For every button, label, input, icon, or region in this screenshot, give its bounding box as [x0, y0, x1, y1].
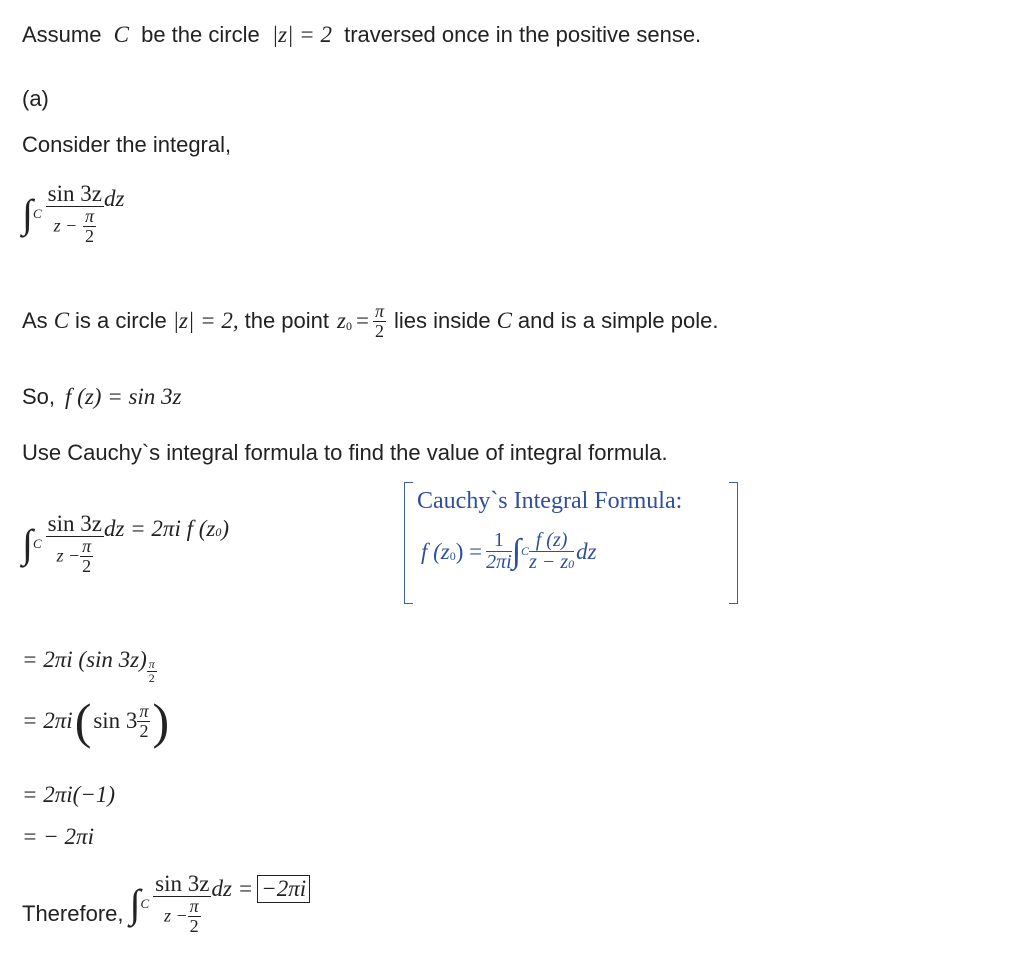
- part-label: (a): [22, 86, 49, 111]
- formula-dz: dz: [576, 538, 597, 564]
- integrand-fraction-2: [46, 512, 104, 576]
- step-2-sub: [147, 658, 157, 684]
- therefore-text: Therefore,: [22, 900, 124, 926]
- intro-text-mid: be the circle: [141, 22, 260, 47]
- step-3-pre: = 2πi: [22, 708, 73, 733]
- pi-over-two: [373, 302, 386, 341]
- step-5: = − 2πi: [22, 824, 94, 849]
- as-text-mid: is a circle: [75, 308, 167, 334]
- intro-text-end: traversed once in the positive sense.: [344, 22, 702, 47]
- step-3-num: π: [139, 700, 149, 721]
- therefore-eq: dz =: [211, 875, 254, 901]
- formula-lhs-sub: 0: [449, 549, 456, 563]
- as-line: [22, 302, 718, 341]
- integral-sign: ∫: [22, 190, 33, 236]
- formula-lhs: f (z: [421, 538, 450, 564]
- den-pi: π: [84, 206, 95, 227]
- integral-sign-2: ∫: [22, 520, 33, 566]
- step-4: = 2πi(−1): [22, 782, 116, 807]
- den-pi-2: π: [82, 536, 92, 557]
- den-two-2: 2: [82, 556, 92, 577]
- z0-sub: 0: [345, 318, 352, 333]
- paren-close: ): [152, 693, 170, 749]
- step-3-inner: sin 3: [93, 708, 138, 733]
- paren-open: (: [74, 693, 92, 749]
- den-two-3: 2: [189, 916, 199, 937]
- step-2: [22, 636, 157, 684]
- equals: =: [355, 308, 369, 334]
- integrand-numerator: sin 3z: [47, 181, 102, 206]
- formula-fz: f (z): [529, 530, 574, 552]
- step-1-rhs: dz = 2πi f (z: [103, 515, 216, 541]
- step-3-den: 2: [139, 720, 149, 741]
- differential: dz: [103, 185, 125, 211]
- lies-inside-text: lies inside: [393, 308, 491, 334]
- step-3-frac: [137, 702, 150, 741]
- f-definition: f (z) = sin 3z: [65, 384, 182, 409]
- formula-title: Cauchy`s Integral Formula:: [417, 488, 683, 514]
- formula-fraction: [529, 530, 574, 573]
- integrand-numerator-3: sin 3z: [155, 871, 210, 896]
- formula-zz0-sub: 0: [568, 557, 575, 571]
- pi-num: π: [374, 301, 384, 321]
- formula-zz0: z − z: [529, 551, 569, 573]
- formula-lhs-end: ) =: [455, 538, 483, 564]
- contour-label: C: [32, 205, 42, 221]
- integrand-fraction: [46, 182, 104, 246]
- simple-pole-text: and is a simple pole.: [517, 308, 719, 334]
- den-two: 2: [85, 226, 94, 247]
- integrand-numerator-2: sin 3z: [47, 511, 102, 536]
- formula-contour: C: [521, 544, 530, 558]
- one-over-2pii: [486, 530, 512, 573]
- formula-expression: [421, 530, 597, 573]
- use-text: Use Cauchy`s integral formula to find the value of integral formula.: [22, 440, 668, 465]
- circle-equation: |z| = 2: [271, 22, 332, 47]
- step-2-sub-den: 2: [148, 670, 155, 685]
- so-line: [22, 384, 182, 410]
- pi-den: 2: [374, 320, 384, 341]
- curve-symbol: C: [113, 22, 129, 47]
- step-3: [22, 693, 170, 749]
- intro-line: [22, 22, 701, 48]
- step-2-expr: = 2πi (sin 3z): [22, 647, 147, 673]
- final-answer: −2πi: [257, 875, 310, 903]
- integrand-fraction-3: [153, 872, 211, 936]
- formula-one: 1: [486, 530, 512, 552]
- consider-text: Consider the integral,: [22, 132, 232, 157]
- den-pi-3: π: [189, 896, 199, 917]
- den-z-2: z −: [56, 545, 81, 566]
- integral-expression: [22, 182, 124, 246]
- z0-symbol: z: [337, 308, 346, 334]
- curve-symbol-3: C: [496, 308, 512, 334]
- step-1-sub: 0: [215, 524, 222, 539]
- step-1: ∫ C sin 3z z − $\frac{\pi}{2}$ dz = 2πi f (z0): [22, 511, 230, 577]
- step-1-end: ): [221, 515, 230, 541]
- as-text: As: [22, 308, 48, 334]
- circle-equation-2: |z| = 2,: [172, 308, 239, 334]
- curve-symbol-2: C: [53, 308, 70, 334]
- den-z: z −: [53, 215, 78, 236]
- point-text: the point: [244, 308, 329, 334]
- intro-text: Assume: [22, 22, 102, 47]
- den-z-3: z −: [163, 905, 188, 926]
- formula-integral-sign: ∫: [511, 532, 522, 570]
- integral-sign-3: ∫: [129, 880, 141, 926]
- so-text: So,: [22, 384, 56, 409]
- cauchy-formula-box: [404, 482, 738, 604]
- formula-2pii: 2πi: [486, 551, 512, 573]
- integrand-denominator: [46, 207, 104, 246]
- therefore-line: Therefore, ∫ C sin 3z z − $\frac{\pi}{2}$ dz = −2πi: [22, 872, 310, 936]
- step-2-sub-num: π: [148, 657, 155, 671]
